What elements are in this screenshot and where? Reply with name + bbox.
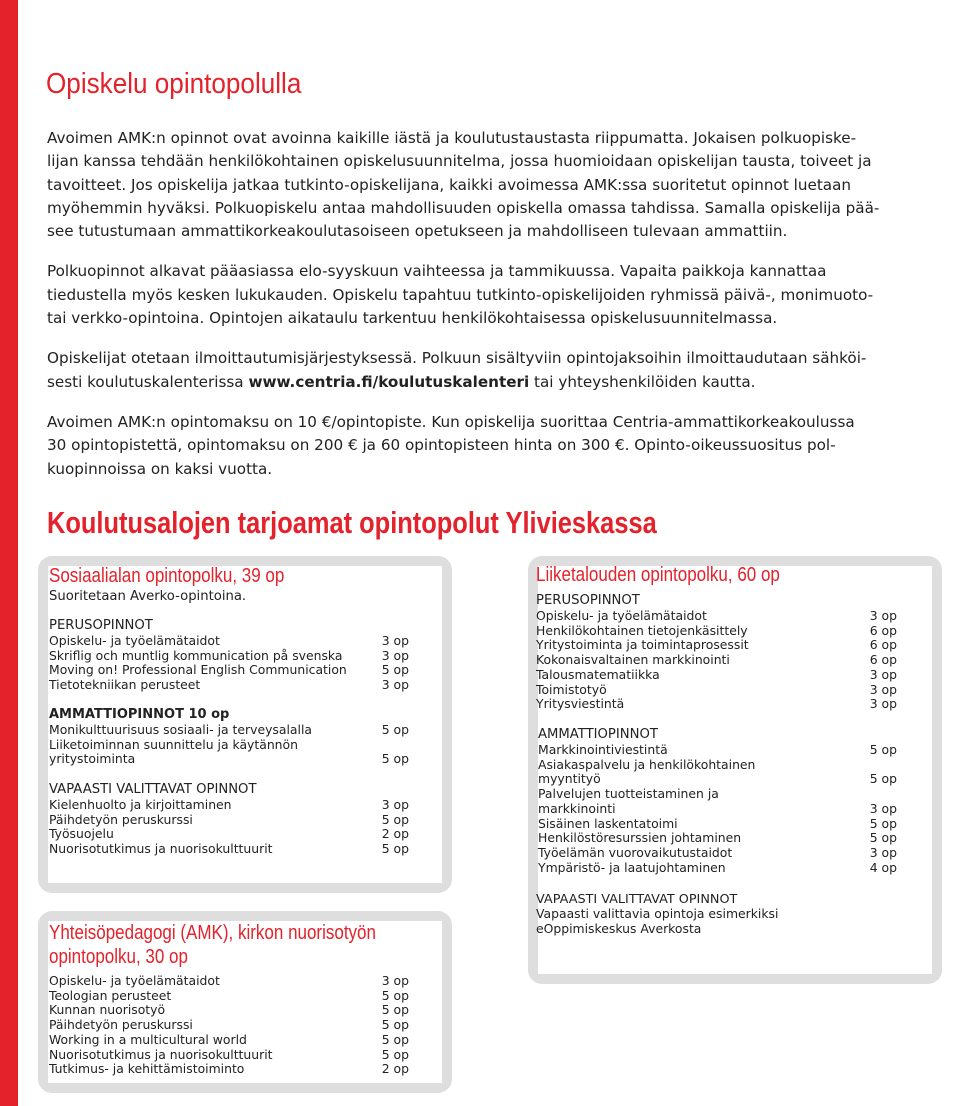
course-row	[538, 758, 897, 773]
left-accent-bar	[0, 0, 18, 1106]
intro-paragraph-4	[47, 411, 953, 481]
intro-paragraph-1	[47, 127, 953, 243]
page-title: Opiskelu opintopolulla	[46, 68, 302, 100]
course-row	[49, 738, 409, 753]
course-row	[49, 663, 409, 678]
intro-line: tai yhteyshenkilöiden kautta.	[529, 372, 756, 391]
calendar-link[interactable]: www.centria.fi/koulutuskalenteri	[248, 372, 530, 391]
group-heading: PERUSOPINNOT	[536, 593, 640, 608]
course-row	[49, 974, 409, 989]
group-heading: PERUSOPINNOT	[49, 618, 153, 633]
intro-text	[47, 127, 953, 498]
course-name: Työelämän vuorovaikutustaidot	[538, 844, 733, 860]
course-row	[538, 772, 897, 787]
course-credits: 5 op	[381, 987, 409, 1003]
course-name: Opiskelu- ja työelämätaidot	[49, 633, 220, 648]
course-name: Päihdetyön peruskurssi	[49, 1017, 193, 1033]
course-credits: 5 op	[381, 1002, 409, 1018]
course-credits: 5 op	[869, 815, 897, 831]
course-name: Teologian perusteet	[49, 987, 172, 1003]
course-credits: 3 op	[869, 696, 897, 712]
course-row	[538, 787, 897, 802]
course-credits: 3 op	[869, 844, 897, 860]
course-credits: 6 op	[869, 637, 897, 653]
course-credits: 3 op	[869, 800, 897, 816]
course-row	[538, 817, 897, 832]
course-credits: 2 op	[381, 826, 409, 842]
course-row	[49, 798, 409, 813]
course-name: Ympäristö- ja laatujohtaminen	[538, 859, 726, 875]
course-name: yritystoiminta	[49, 751, 136, 767]
course-row	[49, 1033, 409, 1048]
course-credits: 5 op	[869, 771, 897, 787]
course-name: myyntityö	[538, 771, 601, 787]
course-row	[536, 624, 897, 639]
course-name: Sisäinen laskentatoimi	[538, 815, 678, 831]
course-credits: 4 op	[869, 859, 897, 875]
course-name: Päihdetyön peruskurssi	[49, 811, 193, 827]
course-name: Tietotekniikan perusteet	[49, 677, 201, 693]
course-name: Nuorisotutkimus ja nuorisokulttuurit	[49, 841, 273, 857]
course-name: Henkilökohtainen tietojenkäsittely	[536, 622, 748, 638]
group-heading: AMMATTIOPINNOT	[538, 727, 658, 742]
intro-line: kuopinnoissa on kaksi vuotta.	[47, 459, 273, 478]
course-credits: 3 op	[869, 666, 897, 682]
group-heading: VAPAASTI VALITTAVAT OPINNOT	[49, 782, 257, 797]
intro-line: see tutustumaan ammattikorkeakoulutasoiseen opetukseen ja mahdolliseen tulevaan ammattiin.	[47, 222, 788, 241]
course-row	[538, 861, 897, 876]
course-name: Työsuojelu	[49, 826, 114, 842]
course-credits: 3 op	[381, 677, 409, 693]
box-title: opintopolku, 30 op	[49, 946, 188, 968]
course-name: Vapaasti valittavia opintoja esimerkiksi	[536, 906, 779, 921]
course-credits: 5 op	[381, 1017, 409, 1033]
intro-line: Avoimen AMK:n opintomaksu on 10 €/opintopiste. Kun opiskelija suorittaa Centria-ammattikorkeakoulussa	[47, 412, 855, 431]
liiketalous-box	[528, 556, 942, 984]
course-credits: 6 op	[869, 622, 897, 638]
course-name: Skriflig och muntlig kommunication på svenska	[49, 647, 343, 663]
course-credits: 3 op	[381, 647, 409, 663]
course-name: eOppimiskeskus Averkosta	[536, 920, 702, 936]
course-name: Liiketoiminnan suunnittelu ja käytännön	[49, 736, 298, 752]
course-credits: 3 op	[869, 608, 897, 623]
course-row	[49, 1048, 409, 1063]
course-credits: 5 op	[381, 841, 409, 857]
box-title: Liiketalouden opintopolku, 60 op	[536, 564, 780, 586]
course-list	[538, 743, 897, 875]
section-title: Koulutusalojen tarjoamat opintopolut Ylivieskassa	[47, 505, 657, 540]
intro-line: tai verkko-opintoina. Opintojen aikataulu tarkentuu henkilökohtaisessa opiskelusuunnitelmassa.	[47, 309, 778, 328]
course-row	[536, 922, 897, 937]
course-row	[536, 638, 897, 653]
course-list	[536, 609, 897, 712]
course-list	[536, 907, 897, 936]
course-row	[538, 831, 897, 846]
course-credits: 3 op	[869, 681, 897, 697]
course-row	[49, 649, 409, 664]
course-row	[49, 813, 409, 828]
course-row	[49, 989, 409, 1004]
course-row	[49, 678, 409, 693]
intro-line: Opiskelijat otetaan ilmoittautumisjärjestyksessä. Polkuun sisältyviin opintojaksoihin ilmoittaudutaan sähköi-	[47, 349, 867, 368]
course-name: Opiskelu- ja työelämätaidot	[49, 973, 220, 988]
intro-line: 30 opintopistettä, opintomaksu on 200 € ja 60 opintopisteen hinta on 300 €. Opinto-oikeussuositus pol-	[47, 436, 836, 455]
course-credits: 5 op	[381, 1046, 409, 1062]
course-row	[49, 827, 409, 842]
group-heading: VAPAASTI VALITTAVAT OPINNOT	[536, 892, 738, 907]
course-row	[49, 1003, 409, 1018]
course-row	[536, 653, 897, 668]
course-name: Kielenhuolto ja kirjoittaminen	[49, 797, 232, 812]
course-name: Yritysviestintä	[536, 696, 625, 712]
yhteisopedagogi-box	[38, 911, 452, 1093]
intro-line: tiedustella myös kesken lukukauden. Opiskelu tapahtuu tutkinto-opiskelijoiden ryhmissä päivä-, monimuoto-	[47, 285, 874, 304]
course-credits: 5 op	[381, 662, 409, 678]
intro-line: sesti koulutuskalenterissa	[47, 372, 249, 391]
course-name: Monikulttuurisuus sosiaali- ja terveysalalla	[49, 722, 312, 737]
course-list	[49, 974, 409, 1077]
course-credits: 3 op	[381, 633, 409, 648]
course-credits: 3 op	[381, 797, 409, 812]
course-credits: 5 op	[381, 751, 409, 767]
course-credits: 5 op	[869, 742, 897, 757]
course-row	[49, 634, 409, 649]
course-name: Toimistotyö	[536, 681, 607, 697]
course-list	[49, 634, 409, 693]
group-heading: AMMATTIOPINNOT 10 op	[49, 707, 230, 722]
course-name: markkinointi	[538, 800, 616, 816]
course-name: Talousmatematiikka	[536, 666, 660, 682]
course-row	[536, 609, 897, 624]
course-name: Yritystoiminta ja toimintaprosessit	[536, 637, 749, 653]
course-row	[49, 752, 409, 767]
course-row	[49, 842, 409, 857]
box-subtitle: Suoritetaan Averko-opintoina.	[49, 589, 247, 604]
course-credits: 5 op	[381, 1031, 409, 1047]
course-row	[49, 1062, 409, 1077]
course-list	[49, 723, 409, 767]
course-credits: 5 op	[381, 811, 409, 827]
course-credits: 5 op	[869, 830, 897, 846]
course-row	[49, 723, 409, 738]
course-row	[538, 743, 897, 758]
box-title: Yhteisöpedagogi (AMK), kirkon nuorisotyön	[49, 922, 376, 944]
intro-line: lijan kanssa tehdään henkilökohtainen opiskelusuunnitelma, jossa huomioidaan opiskelijan tausta, toiveet ja	[47, 152, 872, 171]
course-name: Opiskelu- ja työelämätaidot	[536, 608, 707, 623]
course-name: Kokonaisvaltainen markkinointi	[536, 652, 730, 668]
intro-line: Polkuopinnot alkavat pääasiassa elo-syyskuun vaihteessa ja tammikuussa. Vapaita paikkoja kannattaa	[47, 262, 827, 281]
course-credits: 2 op	[381, 1061, 409, 1077]
box-title: Sosiaalialan opintopolku, 39 op	[49, 565, 285, 587]
course-name: Markkinointiviestintä	[538, 742, 668, 757]
intro-line: myöhemmin hyväksi. Polkuopiskelu antaa mahdollisuuden opiskella omassa tahdissa. Samalla opiskelija pää-	[47, 198, 880, 217]
intro-line: tavoitteet. Jos opiskelija jatkaa tutkinto-opiskelijana, kaikki avoimessa AMK:ssa suoritetut opinnot luetaan	[47, 175, 852, 194]
course-name: Nuorisotutkimus ja nuorisokulttuurit	[49, 1046, 273, 1062]
intro-paragraph-2	[47, 260, 953, 330]
sosiaaliala-box	[38, 556, 452, 893]
course-name: Kunnan nuorisotyö	[49, 1002, 166, 1018]
course-name: Working in a multicultural world	[49, 1031, 247, 1047]
course-row	[49, 1018, 409, 1033]
course-row	[538, 846, 897, 861]
course-credits: 6 op	[869, 652, 897, 668]
course-row	[538, 802, 897, 817]
course-row	[536, 683, 897, 698]
course-name: Asiakaspalvelu ja henkilökohtainen	[538, 756, 756, 772]
course-row	[536, 668, 897, 683]
course-credits: 3 op	[381, 973, 409, 988]
intro-line: Avoimen AMK:n opinnot ovat avoinna kaikille iästä ja koulutustaustasta riippumatta. Jokaisen polkuopiske-	[47, 129, 857, 147]
course-row	[536, 907, 897, 922]
intro-paragraph-3	[47, 347, 953, 394]
course-name: Tutkimus- ja kehittämistoiminto	[49, 1061, 245, 1077]
course-name: Henkilöstöresurssien johtaminen	[538, 830, 742, 846]
course-row	[536, 697, 897, 712]
course-name: Palvelujen tuotteistaminen ja	[538, 786, 719, 802]
course-name: Moving on! Professional English Communication	[49, 662, 347, 678]
course-credits: 5 op	[381, 722, 409, 737]
course-list	[49, 798, 409, 857]
